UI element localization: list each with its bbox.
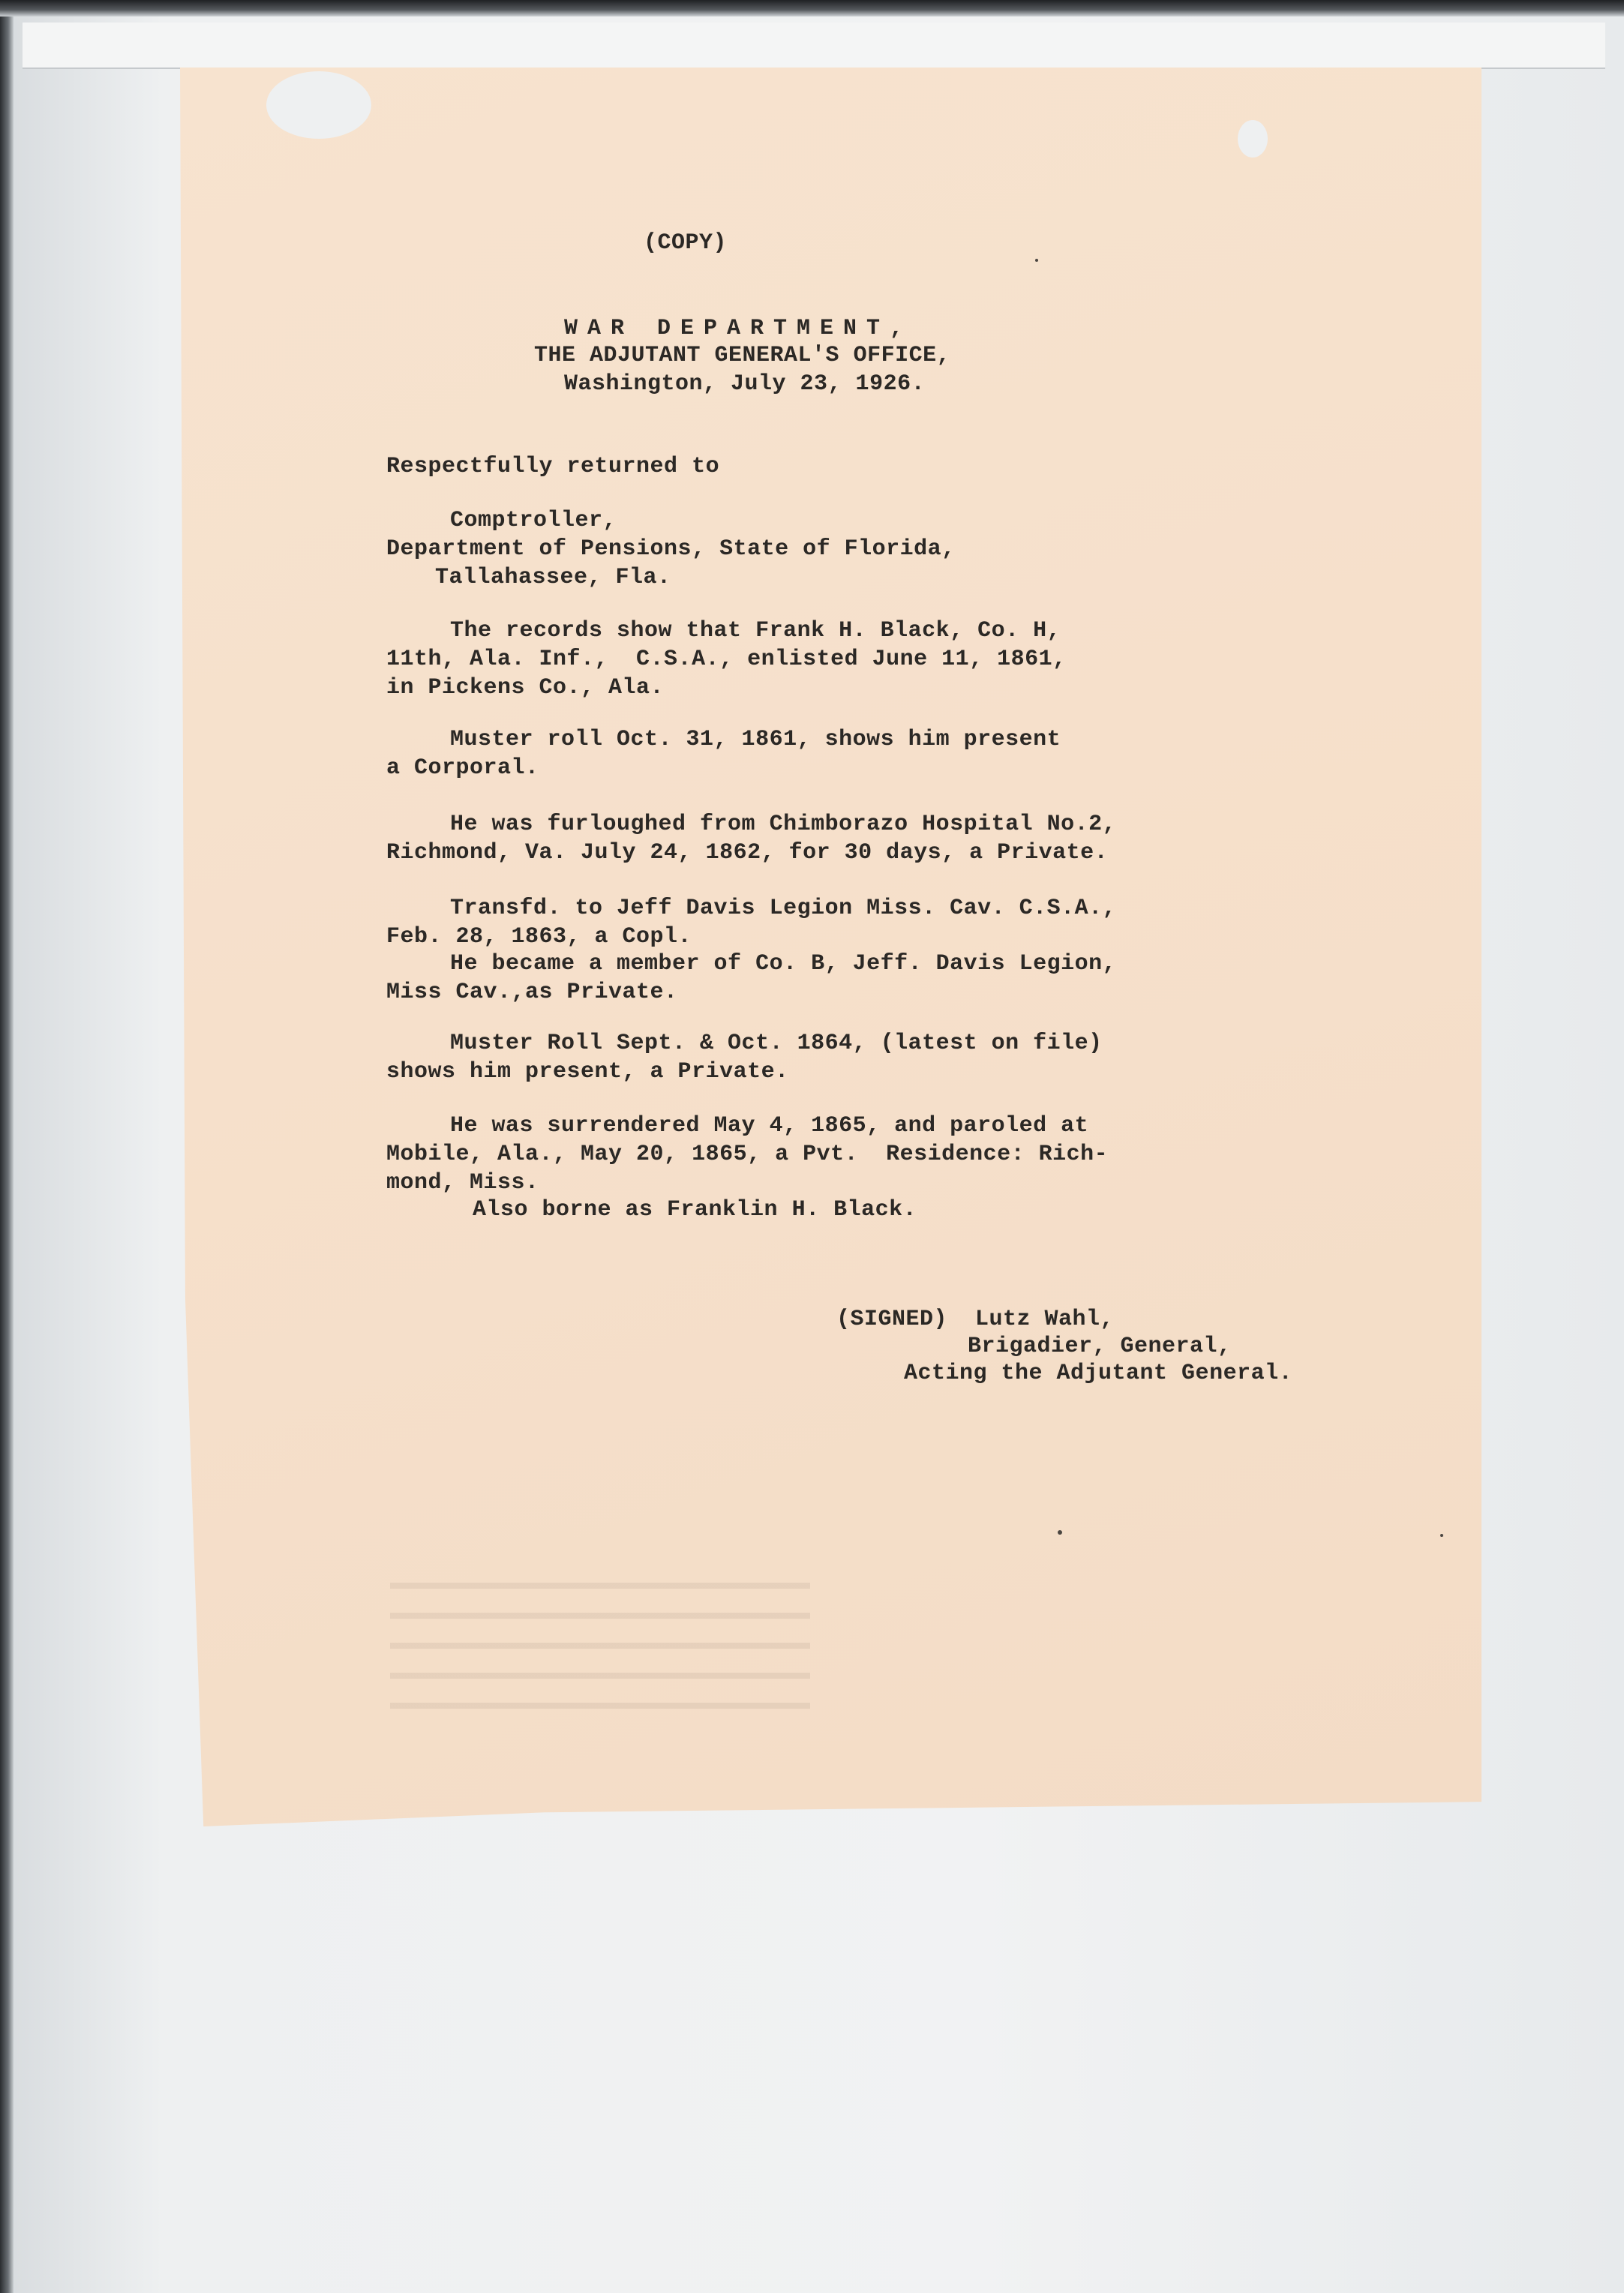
copy-label: (COPY) — [644, 230, 728, 256]
addressee-line-1: Comptroller, — [450, 508, 617, 533]
signature-rank: Brigadier, General, — [968, 1334, 1232, 1359]
paragraph-2-line-2: a Corporal. — [386, 755, 539, 781]
paragraph-6-line-3: mond, Miss. — [386, 1170, 539, 1196]
ink-speck — [1440, 1534, 1443, 1537]
salutation: Respectfully returned to — [386, 454, 720, 479]
addressee-line-3: Tallahassee, Fla. — [435, 565, 671, 590]
paragraph-3-line-2: Richmond, Va. July 24, 1862, for 30 days, a Private. — [386, 840, 1109, 866]
paragraph-1-line-1: The records show that Frank H. Black, Co. H, — [450, 618, 1061, 644]
paragraph-4-line-4: Miss Cav.,as Private. — [386, 980, 678, 1005]
header-date: Washington, July 23, 1926. — [564, 371, 926, 397]
paragraph-6-line-4: Also borne as Franklin H. Black. — [473, 1197, 917, 1223]
ink-speck — [1035, 259, 1038, 262]
paragraph-4-line-2: Feb. 28, 1863, a Copl. — [386, 924, 692, 950]
paragraph-5-line-1: Muster Roll Sept. & Oct. 1864, (latest on file) — [450, 1031, 1103, 1056]
paper-tear-top-right — [1238, 120, 1268, 158]
paper-tear-top-left — [266, 71, 371, 139]
header-office: THE ADJUTANT GENERAL'S OFFICE, — [534, 343, 951, 368]
paragraph-2-line-1: Muster roll Oct. 31, 1861, shows him present — [450, 727, 1061, 752]
header-department: WAR DEPARTMENT, — [564, 316, 914, 341]
paragraph-3-line-1: He was furloughed from Chimborazo Hospital No.2, — [450, 812, 1117, 837]
scanner-top-edge — [0, 0, 1624, 17]
signature-name: (SIGNED) Lutz Wahl, — [836, 1307, 1115, 1332]
bleed-through-text — [390, 1583, 810, 1733]
ink-speck — [1058, 1530, 1062, 1535]
paragraph-5-line-2: shows him present, a Private. — [386, 1059, 789, 1085]
scanner-top-strip — [23, 23, 1605, 69]
scanner-left-edge — [0, 0, 14, 2293]
paragraph-6-line-2: Mobile, Ala., May 20, 1865, a Pvt. Residence: Rich- — [386, 1142, 1109, 1167]
paragraph-4-line-3: He became a member of Co. B, Jeff. Davis Legion, — [450, 951, 1117, 977]
paragraph-4-line-1: Transfd. to Jeff Davis Legion Miss. Cav. C.S.A., — [450, 896, 1117, 921]
signature-title: Acting the Adjutant General. — [904, 1361, 1293, 1386]
addressee-line-2: Department of Pensions, State of Florida, — [386, 536, 956, 562]
paragraph-1-line-3: in Pickens Co., Ala. — [386, 675, 665, 701]
paragraph-6-line-1: He was surrendered May 4, 1865, and paroled at — [450, 1113, 1089, 1139]
paragraph-1-line-2: 11th, Ala. Inf., C.S.A., enlisted June 11, 1861, — [386, 647, 1067, 672]
